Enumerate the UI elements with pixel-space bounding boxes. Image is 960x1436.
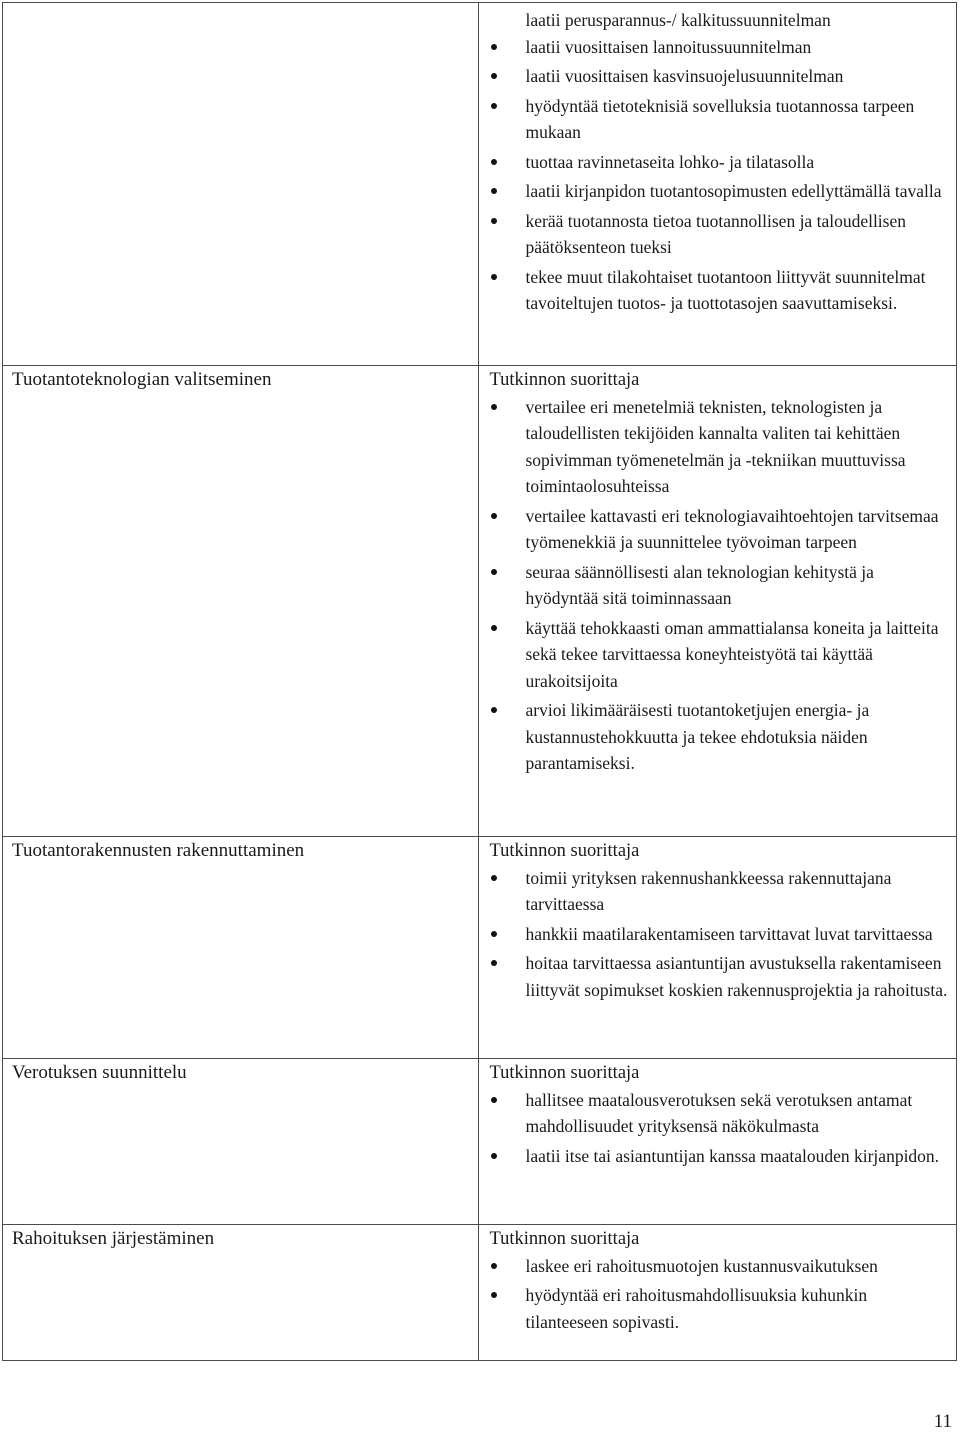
criteria-cell <box>479 366 957 837</box>
criteria-table-body <box>3 3 957 1361</box>
criteria-item-text: käyttää tehokkaasti oman ammattialansa koneita ja laitteita sekä tekee tarvittaessa koneyhteistyötä tai käyttää urakoitsijoita <box>525 617 939 691</box>
criteria-heading: Tutkinnon suorittaja <box>489 1229 640 1249</box>
criteria-item-text: hyödyntää tietoteknisiä sovelluksia tuotannossa tarpeen mukaan <box>525 95 915 142</box>
criteria-item <box>489 149 956 176</box>
competence-label: Rahoituksen järjestäminen <box>12 1228 215 1249</box>
criteria-item <box>489 394 956 500</box>
criteria-item-text: tekee muut tilakohtaiset tuotantoon liittyvät suunnitelmat tavoiteltujen tuotos- ja tuottotasojen saavuttamiseksi. <box>525 266 926 313</box>
bullet-icon <box>491 188 497 194</box>
criteria-item-text: toimii yrityksen rakennushankkeessa rakennuttajana tarvittaessa <box>525 867 892 914</box>
criteria-item-text: laskee eri rahoitusmuotojen kustannusvaikutuksen <box>525 1255 878 1276</box>
criteria-item <box>489 1087 956 1140</box>
criteria-heading: Tutkinnon suorittaja <box>489 1063 640 1083</box>
criteria-cell <box>479 3 957 366</box>
criteria-item <box>489 264 956 317</box>
criteria-cell <box>479 1225 957 1361</box>
criteria-heading: Tutkinnon suorittaja <box>489 370 640 390</box>
criteria-item <box>489 559 956 612</box>
criteria-item <box>489 503 956 556</box>
criteria-item-text: laatii vuosittaisen lannoitussuunnitelman <box>525 36 812 57</box>
criteria-item <box>489 1282 956 1335</box>
criteria-cell <box>479 1059 957 1225</box>
criteria-list <box>489 865 956 1004</box>
bullet-icon <box>491 1292 497 1298</box>
table-row <box>3 366 957 837</box>
criteria-item-text: hankkii maatilarakentamiseen tarvittavat luvat tarvittaessa <box>525 923 933 944</box>
competence-label: Verotuksen suunnittelu <box>12 1062 187 1083</box>
competence-cell <box>3 3 479 366</box>
criteria-item <box>489 1253 956 1280</box>
criteria-item-text: laatii vuosittaisen kasvinsuojelusuunnitelman <box>525 66 844 86</box>
criteria-item-text: kerää tuotannosta tietoa tuotannollisen ja taloudellisen päätöksenteon tueksi <box>525 210 906 257</box>
competence-cell <box>3 837 479 1059</box>
criteria-heading: Tutkinnon suorittaja <box>489 841 640 861</box>
criteria-item-text: arvioi likimääräisesti tuotantoketjujen energia- ja kustannustehokkuutta ja tekee ehdotuksia näiden parantamiseksi. <box>525 700 870 773</box>
table-row <box>3 1225 957 1361</box>
bullet-icon <box>491 569 497 575</box>
table-row <box>3 1059 957 1225</box>
bullet-icon <box>491 707 497 713</box>
criteria-item <box>489 1143 956 1170</box>
bullet-icon <box>491 625 497 631</box>
bullet-icon <box>491 274 497 280</box>
bullet-icon <box>491 73 497 79</box>
criteria-item-text: seuraa säännöllisesti alan teknologian kehitystä ja hyödyntää sitä toiminnassaan <box>525 561 874 608</box>
competence-cell <box>3 1225 479 1361</box>
criteria-item <box>489 63 956 90</box>
bullet-icon <box>491 218 497 224</box>
criteria-table <box>2 2 957 1361</box>
page-number: 11 <box>933 1411 952 1432</box>
criteria-item <box>489 178 956 205</box>
criteria-item <box>489 34 956 61</box>
bullet-icon <box>491 513 497 519</box>
criteria-list <box>489 1087 956 1170</box>
competence-label: Tuotantorakennusten rakennuttaminen <box>12 840 305 861</box>
bullet-icon <box>491 931 497 937</box>
criteria-item <box>489 921 956 948</box>
criteria-list <box>489 34 956 317</box>
criteria-item-text: hoitaa tarvittaessa asiantuntijan avustuksella rakentamiseen liittyvät sopimukset koskien rakennusprojektia ja rahoitusta. <box>525 953 948 1000</box>
table-row <box>3 3 957 366</box>
criteria-item-text: laatii kirjanpidon tuotantosopimusten edellyttämällä tavalla <box>525 181 942 201</box>
bullet-icon <box>491 103 497 109</box>
criteria-item <box>489 615 956 695</box>
criteria-item-text: laatii itse tai asiantuntijan kanssa maatalouden kirjanpidon. <box>525 1145 940 1166</box>
criteria-item-text: hyödyntää eri rahoitusmahdollisuuksia kuhunkin tilanteeseen sopivasti. <box>525 1285 868 1332</box>
bullet-icon <box>491 1097 497 1103</box>
bullet-icon <box>491 960 497 966</box>
criteria-item <box>489 865 956 918</box>
bullet-icon <box>491 44 497 50</box>
criteria-cell <box>479 837 957 1059</box>
criteria-item-text: vertailee eri menetelmiä teknisten, teknologisten ja taloudellisten tekijöiden kannalta valiten tai kehittäen sopivimman työmenetelmän ja -tekniikan muuttuvissa toimintaolosuhteissa <box>525 396 906 496</box>
bullet-icon <box>491 404 497 410</box>
table-row <box>3 837 957 1059</box>
criteria-list <box>489 1253 956 1336</box>
criteria-item <box>489 93 956 146</box>
bullet-icon <box>491 1153 497 1159</box>
criteria-list <box>489 394 956 777</box>
criteria-item <box>489 208 956 261</box>
competence-label: Tuotantoteknologian valitseminen <box>12 369 272 390</box>
bullet-icon <box>491 1263 497 1269</box>
criteria-first-line: laatii perusparannus-/ kalkitussuunnitelman <box>525 10 831 30</box>
bullet-icon <box>491 875 497 881</box>
competence-cell <box>3 366 479 837</box>
criteria-item-text: tuottaa ravinnetaseita lohko- ja tilatasolla <box>525 151 815 172</box>
criteria-item <box>489 697 956 777</box>
competence-cell <box>3 1059 479 1225</box>
criteria-item-text: hallitsee maatalousverotuksen sekä verotuksen antamat mahdollisuudet yrityksensä näkökulmasta <box>525 1089 913 1136</box>
criteria-item <box>489 950 956 1003</box>
criteria-item-text: vertailee kattavasti eri teknologiavaihtoehtojen tarvitsemaa työmenekkiä ja suunnittelee työvoiman tarpeen <box>525 505 939 552</box>
bullet-icon <box>491 159 497 165</box>
